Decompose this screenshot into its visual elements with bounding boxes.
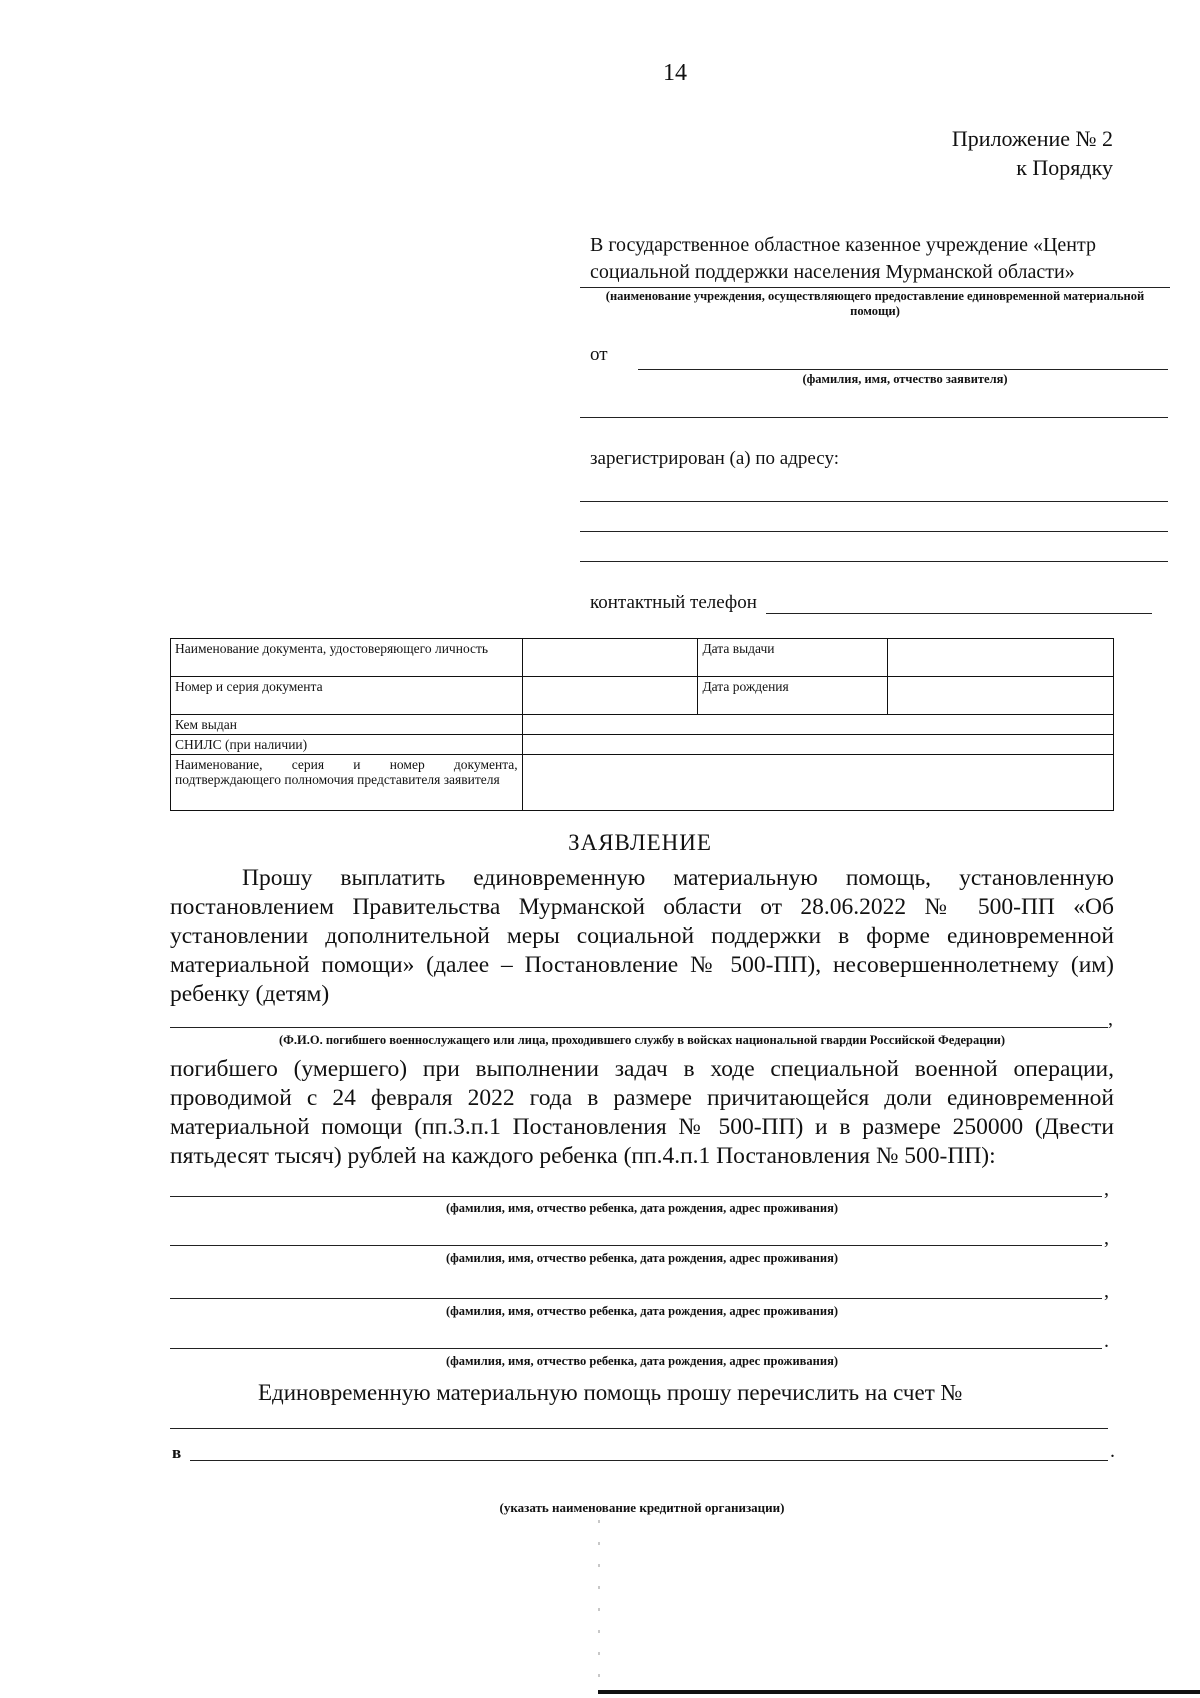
- authority-doc-value[interactable]: [522, 755, 1113, 811]
- phone-field[interactable]: [766, 613, 1152, 614]
- statement-paragraph-1: [170, 864, 1114, 1009]
- from-label: от: [590, 344, 608, 365]
- authority-doc-label: Наименование, серия и номер документа, подтверждающего полномочия представителя заявителя: [171, 755, 523, 811]
- statement-title: ЗАЯВЛЕНИЕ: [568, 830, 712, 855]
- birth-date-value[interactable]: [888, 677, 1114, 715]
- comma-mark: ,: [1104, 1227, 1109, 1249]
- period-mark: .: [1104, 1330, 1109, 1352]
- doc-number-label: Номер и серия документа: [171, 677, 523, 715]
- child-caption-2: (фамилия, имя, отчество ребенка, дата рождения, адрес проживания): [445, 1251, 839, 1265]
- child-field-3[interactable]: [170, 1298, 1102, 1299]
- id-document-table: [170, 638, 1114, 811]
- statement-paragraph-2: погибшего (умершего) при выполнении задач в ходе специальной военной операции, проводимой с 24 февраля 2022 года в размере причитающейся доли единовременной материальной помощи (пп.3.п.1 Постановления № 500-ПП) и в размере 250000 (Двести пятьдесят тысяч) рублей на каждого ребенка (пп.4.п.1 Постановления № 500-ПП):: [170, 1056, 1114, 1169]
- bank-name-field[interactable]: [190, 1460, 1108, 1461]
- page-number: 14: [663, 60, 687, 86]
- issued-by-label: Кем выдан: [171, 715, 523, 735]
- comma-mark: ,: [1108, 1008, 1113, 1030]
- comma-mark: ,: [1104, 1280, 1109, 1302]
- phone-label: контактный телефон: [590, 592, 757, 613]
- recipient-line1: В государственное областное казенное учреждение «Центр: [590, 234, 1096, 256]
- address-field-2[interactable]: [580, 531, 1168, 532]
- bank-caption: (указать наименование кредитной организации): [499, 1500, 785, 1515]
- child-caption-3: (фамилия, имя, отчество ребенка, дата рождения, адрес проживания): [445, 1304, 839, 1318]
- child-caption-4: (фамилия, имя, отчество ребенка, дата рождения, адрес проживания): [445, 1354, 839, 1368]
- recipient-block: [590, 232, 1096, 286]
- snils-label: СНИЛС (при наличии): [171, 735, 523, 755]
- paragraph1-text: Прошу выплатить единовременную материальную помощь, установленную постановлением Правительства Мурманской области от 28.06.2022 № 500-ПП «Об установлении дополнительной меры социальной поддержки в форме единовременной материальной помощи» (далее – Постановление № 500-ПП), несовершеннолетнему (им) ребенку (детям): [170, 865, 1114, 1007]
- recipient-caption: (наименование учреждения, осуществляющего предоставление единовременной материальной помощи): [605, 289, 1145, 318]
- issued-by-value[interactable]: [522, 715, 1113, 735]
- from-caption: (фамилия, имя, отчество заявителя): [802, 372, 1008, 386]
- address-field-1[interactable]: [580, 501, 1168, 502]
- child-field-2[interactable]: [170, 1245, 1102, 1246]
- address-field-3[interactable]: [580, 561, 1168, 562]
- snils-value[interactable]: [522, 735, 1113, 755]
- appendix-line2: к Порядку: [1016, 155, 1113, 180]
- doc-name-value[interactable]: [522, 639, 698, 677]
- comma-mark: ,: [1104, 1178, 1109, 1200]
- child-field-4[interactable]: [170, 1348, 1102, 1349]
- issue-date-value[interactable]: [888, 639, 1114, 677]
- from-field[interactable]: [638, 369, 1168, 370]
- deceased-caption: (Ф.И.О. погибшего военнослужащего или лица, проходившего службу в войсках национальной гвардии Российской Федерации): [279, 1033, 1005, 1047]
- doc-name-label: Наименование документа, удостоверяющего личность: [171, 639, 523, 677]
- account-number-field[interactable]: [170, 1428, 1108, 1429]
- account-text: Единовременную материальную помощь прошу перечислить на счет №: [258, 1380, 963, 1405]
- doc-number-value[interactable]: [522, 677, 698, 715]
- from-field-line2[interactable]: [580, 417, 1168, 418]
- child-caption-1: (фамилия, имя, отчество ребенка, дата рождения, адрес проживания): [445, 1201, 839, 1215]
- recipient-line2: социальной поддержки населения Мурманской области»: [590, 261, 1075, 283]
- deceased-name-field[interactable]: [170, 1027, 1108, 1028]
- appendix-line1: Приложение № 2: [951, 126, 1113, 151]
- bank-prefix: в: [172, 1443, 182, 1462]
- scan-artifact: [598, 1520, 600, 1690]
- birth-date-label: Дата рождения: [698, 677, 888, 715]
- recipient-underline: [580, 287, 1170, 288]
- appendix-header: [952, 124, 1113, 182]
- child-field-1[interactable]: [170, 1196, 1102, 1197]
- period-mark: .: [1110, 1440, 1115, 1462]
- scan-edge: [598, 1690, 1200, 1694]
- registered-label: зарегистрирован (а) по адресу:: [590, 448, 840, 469]
- issue-date-label: Дата выдачи: [698, 639, 888, 677]
